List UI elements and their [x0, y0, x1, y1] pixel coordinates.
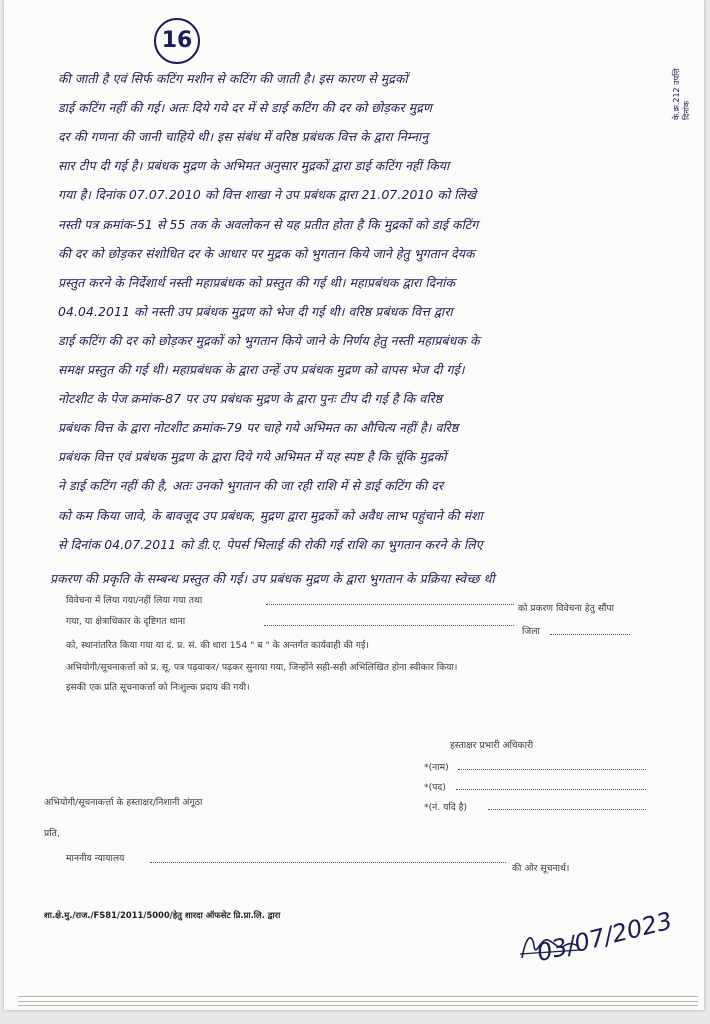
handwritten-line: नोटशीट के पेज क्रमांक-87 पर उप प्रबंधक मुद्रण के द्वारा पुनः टीप दी गई है कि वरिष्ठ: [58, 391, 443, 407]
signature-date: 03/07/2023: [534, 906, 675, 968]
handwritten-line: को कम किया जावे, के बावजूद उप प्रबंधक, मुद्रण द्वारा मुद्रकों को अवैध लाभ पहुंचाने की मंशा: [58, 507, 483, 523]
court-label: माननीय न्यायालय: [66, 853, 125, 864]
document-page: [4, 0, 704, 1010]
handwritten-line: की दर को छोड़कर संशोधित दर के आधार पर मुद्रक को भुगतान किये जाने हेतु भुगतान देयक: [58, 245, 475, 261]
side-note: के.क्र.212 उपत्ति दिनांक: [672, 68, 691, 120]
form-line-1a: विवेचना में लिया गया/नहीं लिया गया तथा: [66, 595, 203, 606]
handwritten-line: सार टीप दी गई है। प्रबंधक मुद्रण के अभिमत अनुसार मुद्रकों द्वारा डाई कटिंग नहीं किया: [58, 158, 450, 174]
form-line-3: को, स्थानांतरित किया गया या दं. प्र. सं. की धारा 154 " ब " के अन्तर्गत कार्यवाही की गई।: [66, 640, 369, 651]
form-line-1b: को प्रकरण विवेचना हेतु सौंपा: [518, 603, 615, 614]
handwritten-line: प्रबंधक वित्त के द्वारा नोटशीट क्रमांक-79 पर चाहे गये अभिमत का औचित्य नहीं है। वरिष्ठ: [58, 420, 459, 436]
handwritten-line: की जाती है एवं सिर्फ कटिंग मशीन से कटिंग की जाती है। इस कारण से मुद्रकों: [58, 71, 408, 86]
blank-line: [150, 862, 506, 863]
handwritten-line: से दिनांक 04.07.2011 को डी.ए. पेपर्स भिलाई की रोकी गई राशि का भुगतान करने के लिए: [58, 536, 483, 552]
sheet-edge: [18, 1005, 698, 1006]
name-label: *(नाम): [424, 762, 449, 773]
handwritten-line: प्रस्तुत करने के निर्देशार्थ नस्ती महाप्रबंधक को प्रस्तुत की गई थी। महाप्रबंधक द्वारा दिनांक: [58, 274, 456, 290]
handwritten-line: प्रबंधक वित्त एवं प्रबंधक मुद्रण के द्वारा दिये गये अभिमत में यह स्पष्ट है कि चूंकि मुद्रकों: [58, 449, 447, 465]
number-label: *(नं. यदि है): [424, 802, 468, 813]
post-label: *(पद): [424, 782, 446, 793]
court-suffix: की ओर सूचनार्थ।: [512, 863, 570, 874]
page-number-circle: 16: [154, 18, 200, 64]
blank-line: [458, 769, 646, 770]
prati-label: प्रति,: [44, 828, 60, 839]
form-footer: शा.क्षे.मु./राज./FS81/2011/5000/हेतु शारदा ऑफसेट प्रि.प्रा.लि. द्वारा: [44, 910, 281, 920]
handwritten-line: दर की गणना की जानी चाहिये थी। इस संबंध में वरिष्ठ प्रबंधक वित्त के द्वारा निम्नानु: [58, 129, 429, 145]
form-line-5: इसकी एक प्रति सूचनाकर्त्ता को निःशुल्क प्रदाय की गयी।: [66, 682, 250, 693]
form-line-4: अभियोगी/सूचनाकर्त्ता को प्र. सू. पत्र पढ़वाकर/ पढ़कर सुनाया गया, जिन्होंने सही-सही अभिलिखित होना स्वीकार किया।: [66, 662, 458, 673]
handwritten-line: प्रकरण की प्रकृति के सम्बन्ध प्रस्तुत की गई। उप प्रबंधक मुद्रण के द्वारा भुगतान के प्रक्रिया स्वेच्छ थी: [50, 571, 495, 586]
sheet-edge: [18, 996, 698, 997]
officer-title: हस्ताक्षर प्रभारी अधिकारी: [450, 740, 534, 751]
handwritten-line: डाई कटिंग नहीं की गई। अतः दिये गये दर में से डाई कटिंग की दर को छोड़कर मुद्रण: [58, 100, 432, 116]
handwritten-line: 04.04.2011 को नस्ती उप प्रबंधक मुद्रण को भेज दी गई थी। वरिष्ठ प्रबंधक वित्त द्वारा: [58, 303, 453, 319]
blank-line: [456, 789, 646, 790]
form-line-2b: जिला: [522, 626, 540, 637]
handwritten-line: समक्ष प्रस्तुत की गई थी। महाप्रबंधक के द्वारा उन्हें उप प्रबंधक मुद्रण को वापस भेज दी गई।: [58, 362, 465, 377]
handwritten-line: डाई कटिंग की दर को छोड़कर मुद्रकों को भुगतान किये जाने के निर्णय हेतु नस्ती महाप्रबंधक के: [58, 332, 480, 348]
blank-line: [488, 809, 646, 810]
blank-line: [266, 604, 514, 605]
blank-line: [550, 634, 630, 635]
handwritten-line: गया है। दिनांक 07.07.2010 को वित्त शाखा ने उप प्रबंधक द्वारा 21.07.2010 को लिखे: [58, 187, 477, 203]
form-line-2a: गया, या क्षेत्राधिकार के दृष्टिगत थाना: [66, 616, 186, 627]
sheet-edge: [18, 1001, 698, 1002]
handwritten-line: नस्ती पत्र क्रमांक-51 से 55 तक के अवलोकन से यह प्रतीत होता है कि मुद्रकों को डाई कटिंग: [58, 216, 479, 232]
handwritten-line: ने डाई कटिंग नहीं की है, अतः उनको भुगतान की जा रही राशि में से डाई कटिंग की दर: [58, 478, 444, 494]
complainant-signature-label: अभियोगी/सूचनाकर्त्ता के हस्ताक्षर/निशानी अंगूठा: [44, 797, 203, 808]
blank-line: [264, 625, 514, 626]
